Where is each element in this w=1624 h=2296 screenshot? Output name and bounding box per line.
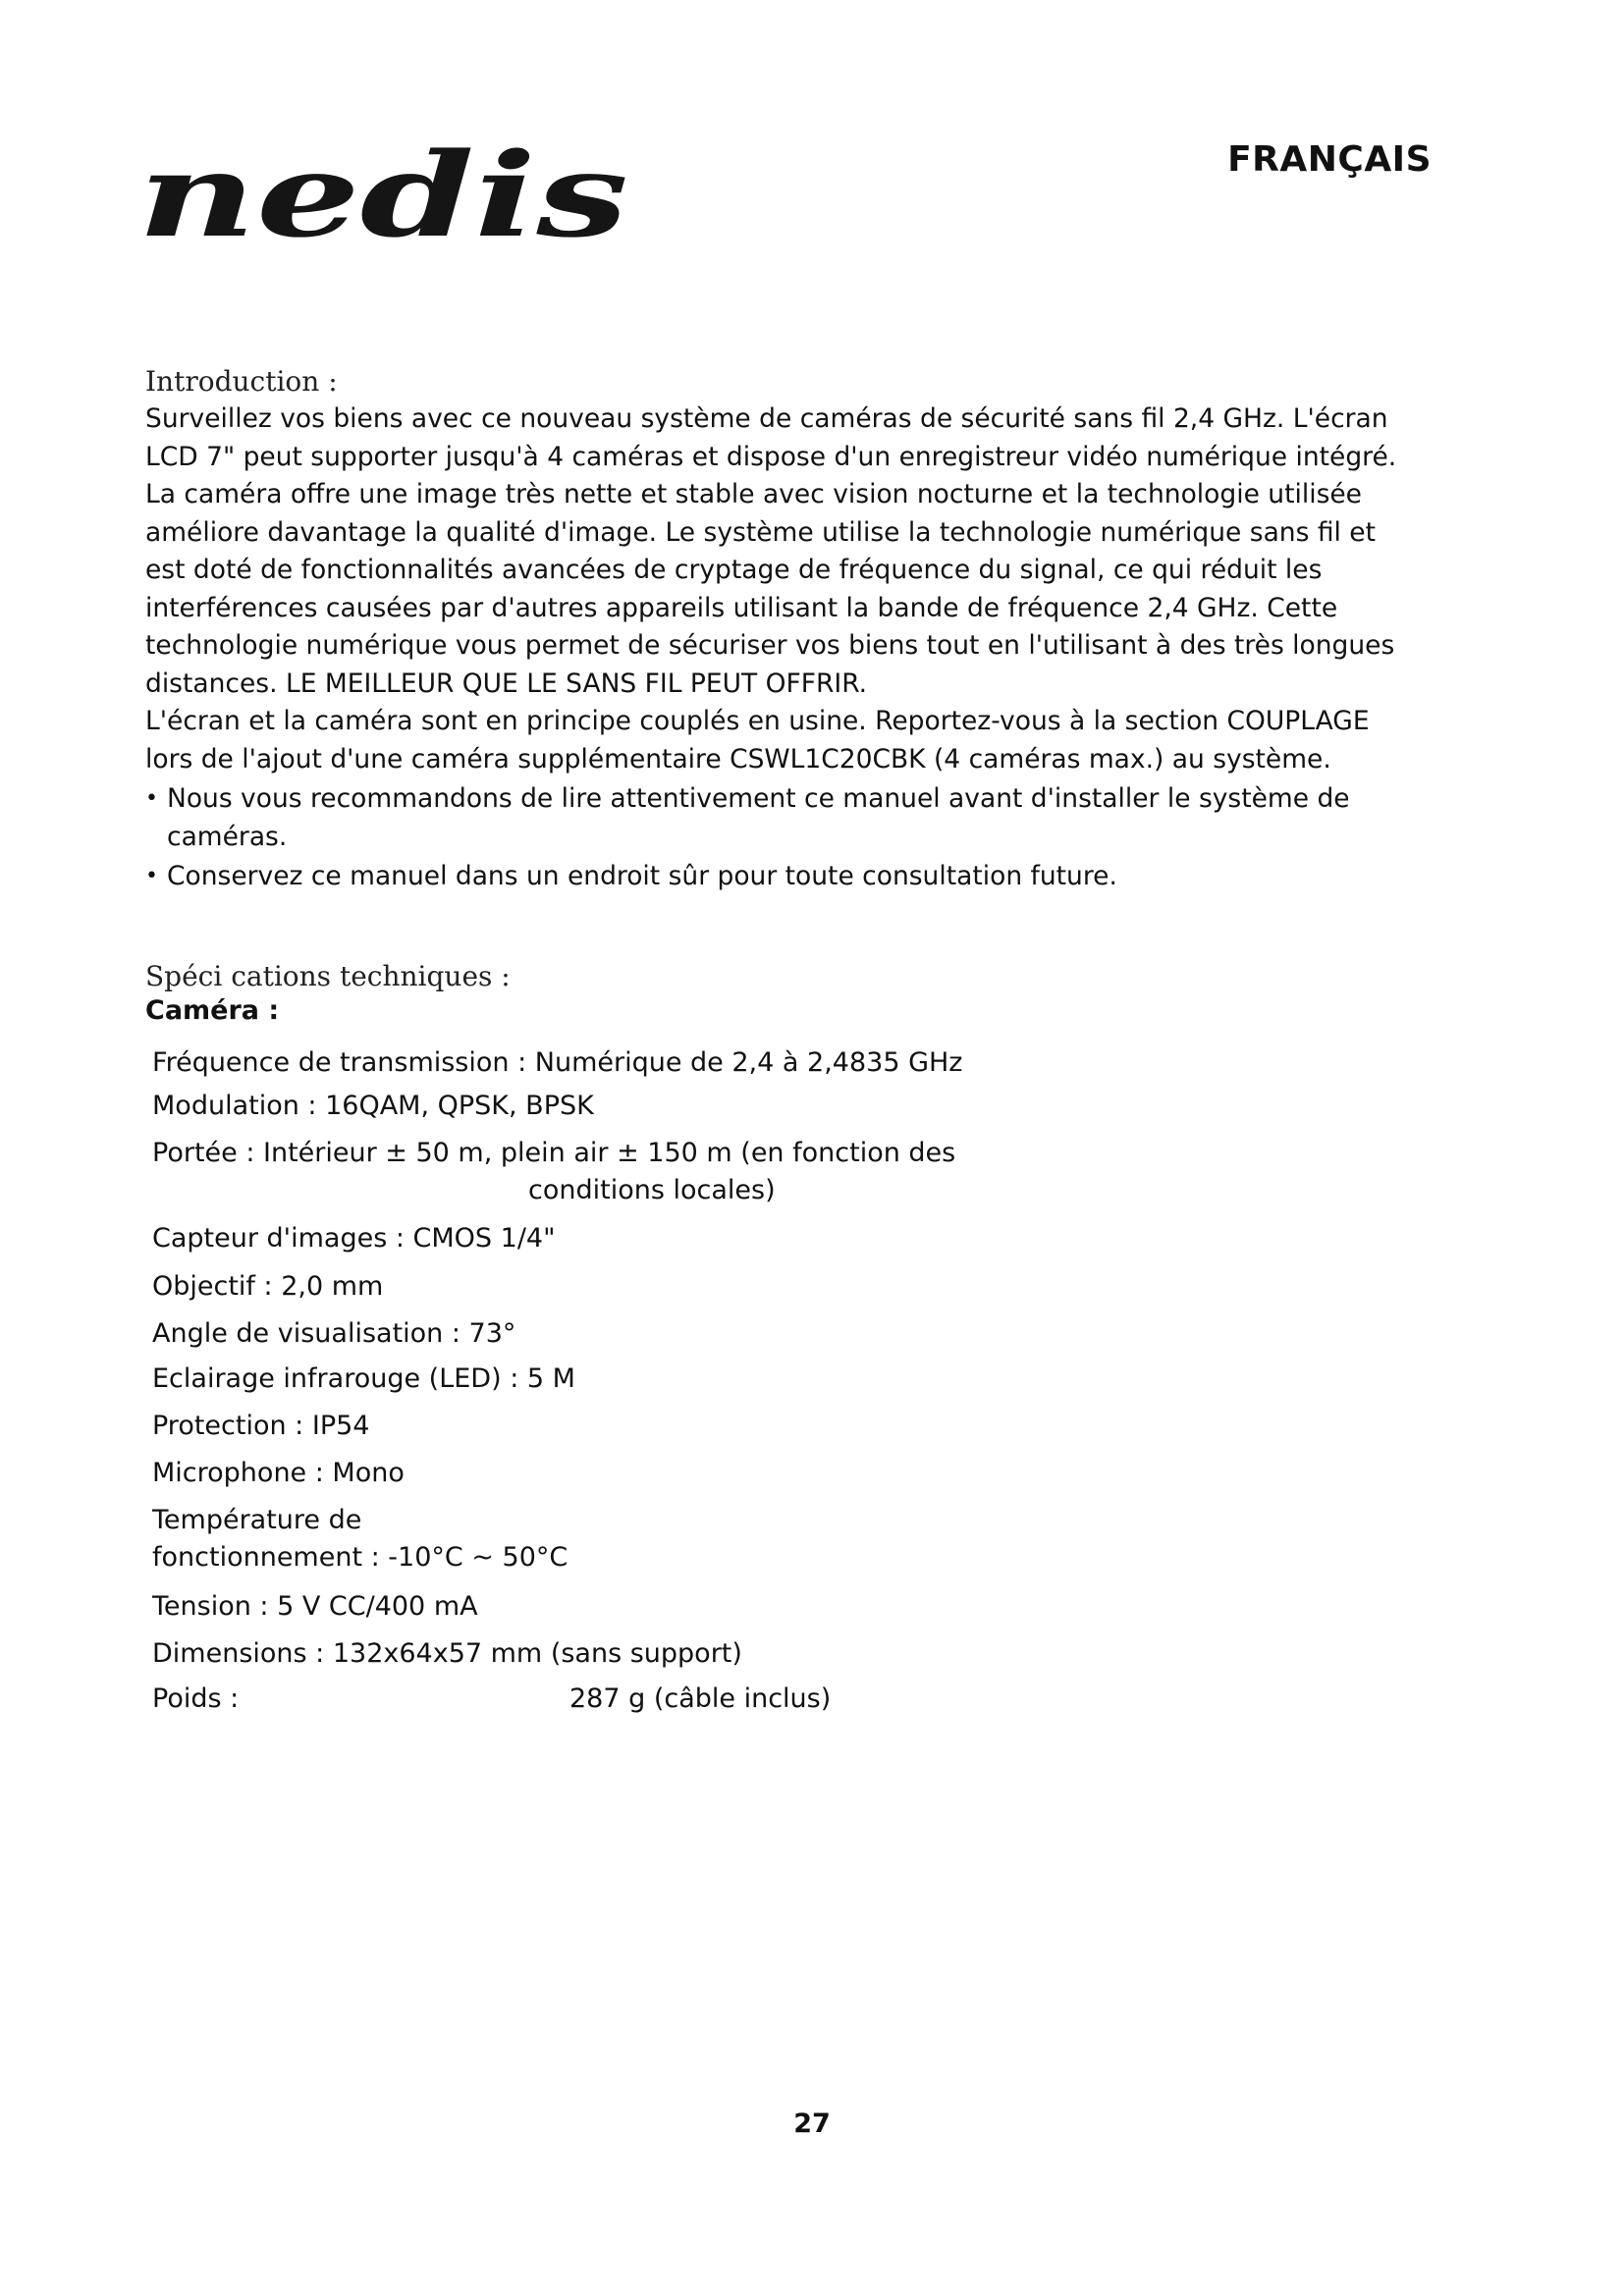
spec-sensor: Capteur d'images : CMOS 1/4" — [152, 1223, 556, 1254]
spec-dimensions: Dimensions : 132x64x57 mm (sans support) — [152, 1638, 742, 1669]
page-number: 27 — [793, 2109, 831, 2139]
introduction-bullet-list — [145, 780, 1422, 896]
spec-frequency: Fréquence de transmission : Numérique de 2,4 à 2,4835 GHz — [152, 1047, 963, 1078]
spec-lens: Objectif : 2,0 mm — [152, 1271, 384, 1302]
introduction-body — [145, 400, 1422, 896]
spec-protection: Protection : IP54 — [152, 1411, 370, 1441]
spec-microphone: Microphone : Mono — [152, 1458, 405, 1488]
spec-ir-lighting: Eclairage infrarouge (LED) : 5 M — [152, 1363, 575, 1394]
spec-temperature-line-1: Température de — [152, 1505, 362, 1535]
spec-weight — [152, 1681, 832, 1718]
spec-viewing-angle: Angle de visualisation : 73° — [152, 1318, 516, 1349]
spec-weight-label: Poids : — [152, 1683, 240, 1714]
spec-weight-value: 287 g (câble inclus) — [569, 1683, 832, 1714]
spec-temperature — [152, 1502, 568, 1576]
nedis-logo — [137, 126, 638, 263]
specifications-title: Spéci cations techniques : — [145, 960, 511, 992]
bullet-item: • Nous vous recommandons de lire attentivement ce manuel avant d'installer le système de caméras. — [145, 780, 1422, 856]
camera-heading: Caméra : — [145, 995, 280, 1026]
language-label: FRANÇAIS — [1227, 139, 1432, 180]
spec-range-line-1: Portée : Intérieur ± 50 m, plein air ± 150 m (en fonction des — [152, 1138, 956, 1168]
introduction-title: Introduction : — [145, 365, 338, 398]
spec-voltage: Tension : 5 V CC/400 mA — [152, 1591, 478, 1622]
nedis-logo-text: nedis — [137, 127, 628, 263]
spec-temperature-line-2: fonctionnement : -10°C ~ 50°C — [152, 1542, 568, 1573]
spec-range-line-2: conditions locales) — [528, 1175, 776, 1205]
spec-modulation: Modulation : 16QAM, QPSK, BPSK — [152, 1091, 594, 1121]
spec-range — [152, 1135, 955, 1209]
bullet-item: • Conservez ce manuel dans un endroit sûr pour toute consultation future. — [145, 858, 1422, 896]
introduction-paragraph-1: Surveillez vos biens avec ce nouveau système de caméras de sécurité sans fil 2,4 GHz. L'écran LCD 7" peut supporter jusqu'à 4 caméras et dispose d'un enregistreur vidéo numérique intégré. La caméra offre une image très nette et stable avec vision nocturne et la technologie utilisée améliore davantage la qualité d'image. Le système utilise la technologie numérique sans fil et est doté de fonctionnalités avancées de cryptage de fréquence du signal, ce qui réduit les interférences causées par d'autres appareils utilisant la bande de fréquence 2,4 GHz. Cette technologie numérique vous permet de sécuriser vos biens tout en l'utilisant à des très longues distances. LE MEILLEUR QUE LE SANS FIL PEUT OFFRIR. — [145, 403, 1397, 699]
introduction-paragraph-2: L'écran et la caméra sont en principe couplés en usine. Reportez-vous à la section COUPLAGE lors de l'ajout d'une caméra supplémentaire CSWL1C20CBK (4 caméras max.) au système. — [145, 706, 1370, 774]
